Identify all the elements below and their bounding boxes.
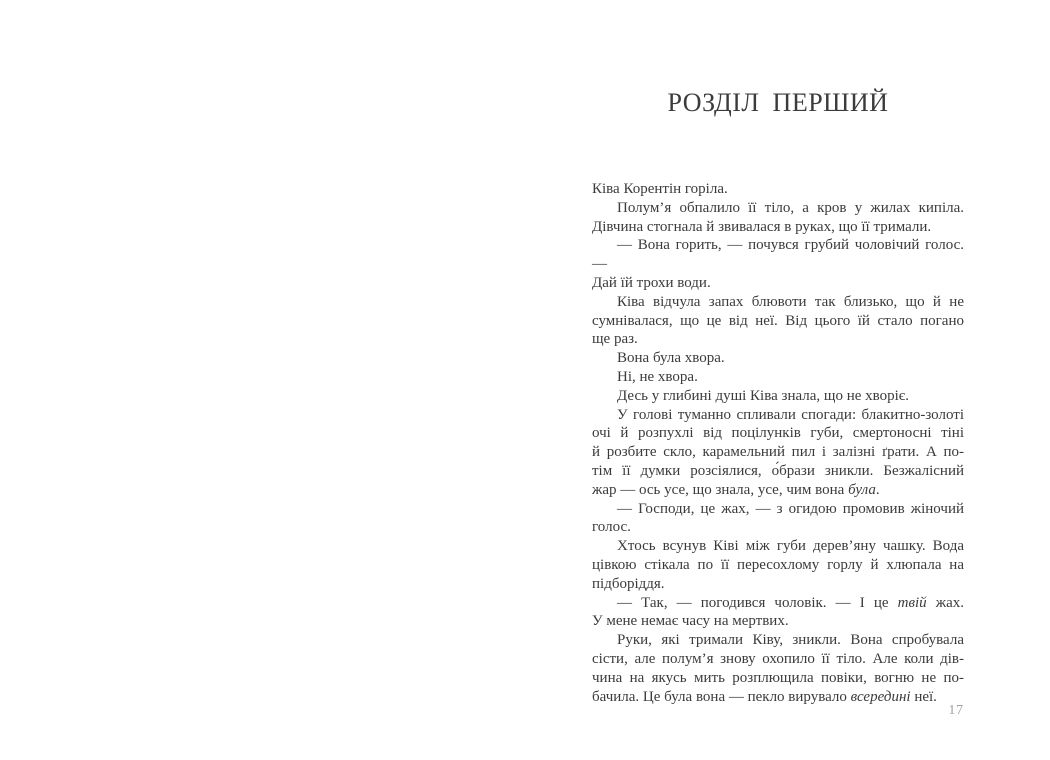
page-number: 17 — [948, 702, 964, 717]
text-line: Ні, не хвора. — [617, 368, 698, 385]
text-line: Хтось всунув Ківі між губи дерев’яну чашку. Вода — [617, 538, 964, 555]
text-line: — Так, — погодився чоловік. — І це твій жах. — [617, 594, 964, 611]
text-line: У мене немає часу на мертвих. — [592, 613, 789, 630]
text-line: очі й розпухлі від поцілунків губи, смертоносні тіні — [592, 425, 964, 442]
text-line: сісти, але полум’я знову охопило її тіло. Але коли дів- — [592, 650, 964, 667]
text-line: Вона була хвора. — [617, 350, 725, 367]
text-line: — Господи, це жах, — з огидою промовив жіночий — [617, 500, 964, 517]
text-line: голос. — [592, 519, 631, 536]
text-line: ще раз. — [592, 331, 638, 348]
text-line: Дівчина стогнала й звивалася в руках, що її тримали. — [592, 218, 932, 235]
text-line: У голові туманно спливали спогади: блакитно-золоті — [617, 406, 964, 423]
text-line: Руки, які тримали Ківу, зникли. Вона спробувала — [617, 632, 964, 649]
text-line: бачила. Це була вона — пекло вирувало всередині неї. — [592, 688, 937, 705]
text-line: чина на якусь мить розплющила повіки, вогню не по- — [592, 669, 964, 686]
text-line: Ківа відчула запах блювоти так близько, що й не — [617, 293, 964, 310]
text-line: Полум’я обпалило її тіло, а кров у жилах кипіла. — [617, 199, 964, 216]
text-line: й розбите скло, карамельний пил і залізні ґрати. А по- — [592, 444, 964, 461]
text-line: Дай їй трохи води. — [592, 274, 711, 291]
text-line: жар — ось усе, що знала, усе, чим вона була. — [592, 481, 880, 498]
text-line: тім її думки розсіялися, о́брази зникли. Безжалісний — [592, 462, 964, 479]
text-line: цівкою стікала по її пересохлому горлу й хлюпала на — [592, 556, 964, 573]
text-line: сумнівалася, що це від неї. Від цього їй стало погано — [592, 312, 964, 329]
text-line: — Вона горить, — почувся грубий чоловічий голос. — — [592, 237, 964, 273]
text-line: підборіддя. — [592, 575, 665, 592]
text-block — [592, 180, 964, 706]
text-line: Десь у глибині душі Ківа знала, що не хворіє. — [617, 387, 909, 404]
text-line: Ківа Корентін горіла. — [592, 181, 728, 197]
chapter-heading: РОЗДІЛ ПЕРШИЙ — [667, 88, 889, 117]
